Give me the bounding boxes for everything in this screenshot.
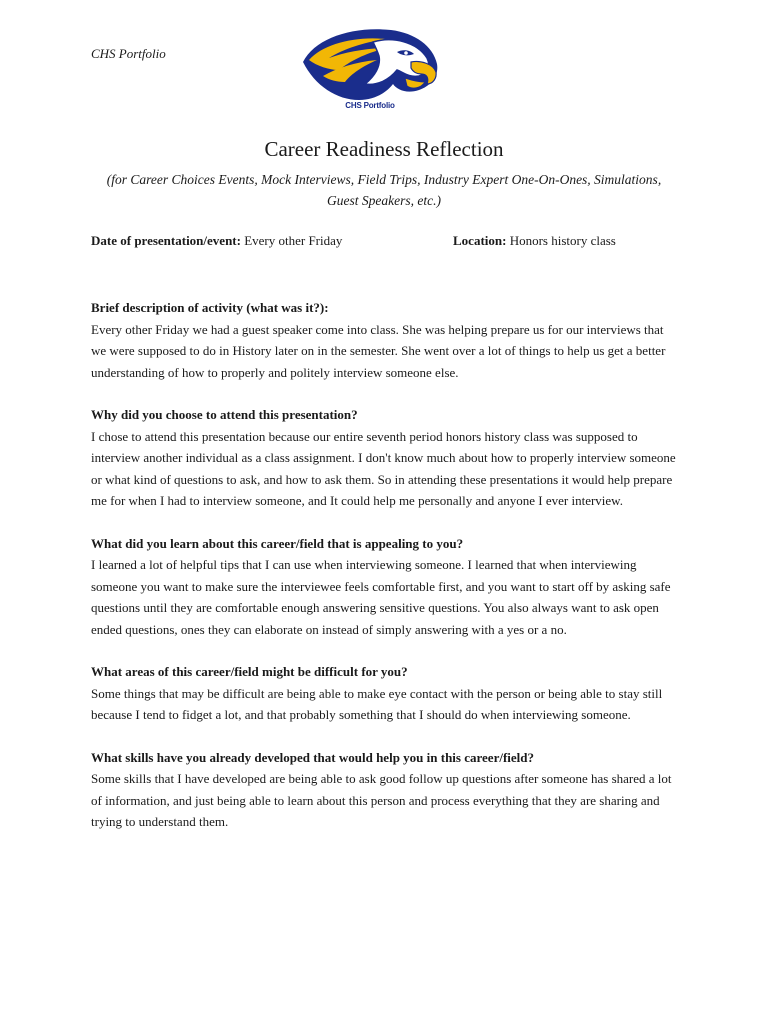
section-difficult: [91, 661, 681, 726]
section-learned: [91, 533, 681, 641]
event-location: [453, 233, 616, 249]
page-title: Career Readiness Reflection: [264, 137, 504, 161]
page-subtitle: (for Career Choices Events, Mock Interviews, Field Trips, Industry Expert One-On-Ones, Simulations, Guest Speakers, etc.): [106, 172, 662, 208]
section-question: Brief description of activity (what was it?):: [91, 300, 329, 315]
event-date: [91, 233, 342, 249]
section-question: What skills have you already developed that would help you in this career/field?: [91, 749, 535, 765]
section-description: [91, 297, 681, 383]
section-why-attend: [91, 404, 681, 512]
header-portfolio-label: CHS Portfolio: [91, 46, 166, 61]
section-answer: I learned a lot of helpful tips that I can use when interviewing someone. I learned that when interviewing someone you want to make sure the interviewee feels comfortable first, and you want to start off by asking safe questions until they are comfortable enough answering sensitive questions. You also always want to ask open ended questions, ones they can elaborate on instead of simply answering with a yes or a no.: [91, 557, 671, 637]
location-label: Location:: [453, 233, 507, 248]
section-question: What did you learn about this career/field that is appealing to you?: [91, 535, 464, 551]
section-answer: Every other Friday we had a guest speaker come into class. She was helping prepare us for our interviews that we were supposed to do in History later on in the semester. She went over a lot of things to help us get a better understanding of how to properly and politely interview someone else.: [91, 321, 666, 380]
section-answer: Some things that may be difficult are being able to make eye contact with the person or being able to stay still because I tend to fidget a lot, and that probably something that I should do when interviewing someone.: [91, 685, 663, 722]
location-value: Honors history class: [509, 233, 616, 248]
section-answer: Some skills that I have developed are being able to ask good follow up questions after someone has shared a lot of information, and just being able to learn about this person and process everything that they are sharing and trying to understand them.: [91, 771, 672, 829]
date-value: Every other Friday: [244, 233, 343, 248]
section-question: Why did you choose to attend this presentation?: [91, 407, 358, 422]
logo-caption: CHS Portfolio: [345, 101, 395, 110]
section-answer: I chose to attend this presentation because our entire seventh period honors history class was supposed to interview another individual as a class assignment. I don't know much about how to properly interview someone or what kind of questions to ask, and how to ask them. So in attending these presentations it would help prepare me for when I had to interview someone, and It could help me personally and anyone I ever interview.: [91, 428, 676, 508]
section-skills: [91, 747, 681, 833]
section-question: What areas of this career/field might be difficult for you?: [91, 664, 408, 679]
date-label: Date of presentation/event:: [91, 233, 241, 248]
reflection-sections: [91, 297, 681, 854]
